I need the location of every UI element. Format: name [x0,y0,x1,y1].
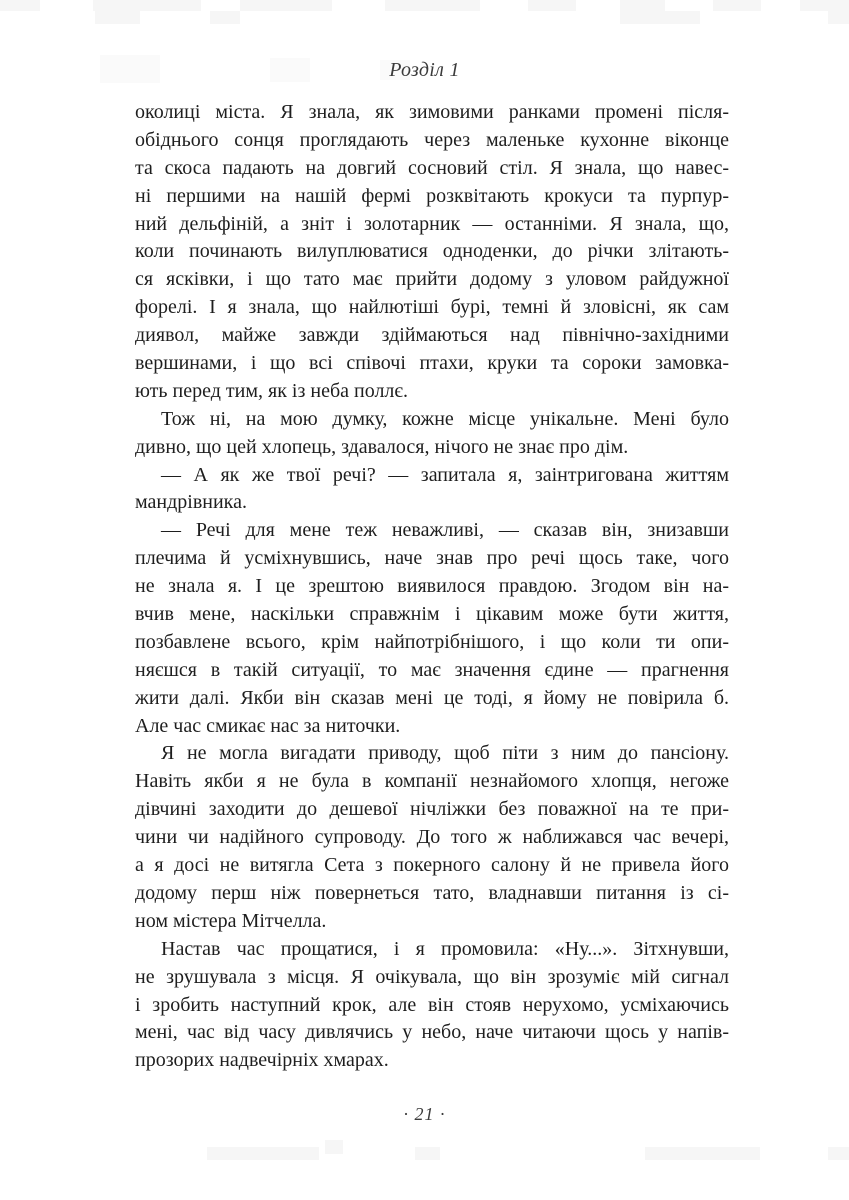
body-text [135,99,729,1075]
text-line: диявол, майже завжди здіймаються над північно-західними [135,324,729,347]
text-line: ном містера Мітчелла. [135,909,327,932]
text-line: обіднього сонця проглядають через маленьке кухонне віконце [135,128,729,151]
text-line: додому перш ніж повернеться тато, владнавши питання із сі- [135,881,729,904]
text-line: — А як же твої речі? — запитала я, заінтригована життям [161,463,729,486]
scan-artifact [620,0,665,11]
text-line: Тож ні, на мою думку, кожне місце унікальне. Мені було [161,407,729,430]
text-line: ний дельфіній, а зніт і золотарник — останніми. Я знала, що, [135,212,729,235]
text-line: ють перед тим, як із неба поллє. [135,379,408,402]
text-line: ся ясківки, і що тато має прийти додому з уловом райдужної [135,268,729,291]
text-line: мандрівника. [135,491,247,514]
scan-artifact [207,1147,319,1160]
text-line: коли починають вилуплюватися одноденки, до річки злітають- [135,240,729,263]
page-number: · 21 · [403,1104,446,1124]
text-line: та скоса падають на довгий сосновий стіл. Я знала, що навес- [135,156,729,179]
scan-artifact [620,11,700,24]
scan-artifact [828,1147,849,1160]
text-line: мені, час від часу дивлячись у небо, наче читаючи щось у напів- [135,1021,729,1044]
text-line: позбавлене всього, крім найпотрібнішого, і що коли ти опи- [135,630,729,653]
text-line: форелі. І я знала, що найлютіші бурі, темні й зловісні, як сам [135,296,729,319]
text-line: дівчині заходити до дешевої нічліжки без поважної на те при- [135,798,729,821]
text-line: — Речі для мене теж неважливі, — сказав він, знизавши [161,519,729,542]
text-line: дивно, що цей хлопець, здавалося, нічого не знає про дім. [135,435,629,458]
text-line: Я не могла вигадати приводу, щоб піти з ним до пансіону. [161,742,729,765]
text-line: Навіть якби я не була в компанії незнайомого хлопця, негоже [135,770,729,793]
scan-artifact [528,0,576,11]
text-line: а я досі не витягла Сета з покерного салону й не привела його [135,854,729,877]
text-line: не знала я. І це зрештою виявилося правдою. Згодом він на- [135,575,729,598]
scan-artifact [800,0,849,11]
scan-artifact [713,0,761,11]
scan-artifact [645,1147,760,1160]
scan-artifact [95,11,140,24]
text-line: вчив мене, наскільки справжнім і цікавим може бути життя, [135,603,729,626]
text-line: жити далі. Якби він сказав мені це тоді, я йому не повірила б. [135,686,729,709]
text-line: вершинами, і що всі співочі птахи, круки та сороки замовка- [135,352,729,375]
text-line: Але час смикає нас за ниточки. [135,714,401,737]
scan-artifact [415,1147,440,1160]
scan-artifact [210,11,240,24]
text-line: чини чи надійного супроводу. До того ж наближався час вечері, [135,826,729,849]
scan-artifact [93,0,201,11]
text-line: плечима й усміхнувшись, наче знав про речі щось таке, чого [135,547,729,570]
text-line: прозорих надвечірніх хмарах. [135,1049,389,1072]
scan-artifact [0,0,40,11]
scan-artifact [240,0,332,11]
text-line: Настав час прощатися, і я промовила: «Ну...». Зітхнувши, [161,937,729,960]
text-line: околиці міста. Я знала, як зимовими ранками промені після- [135,101,729,123]
text-line: і зробить наступний крок, але він стояв нерухомо, усміхаючись [135,993,729,1016]
scan-artifact [325,1140,343,1154]
text-line: ні першими на нашій фермі розквітають крокуси та пурпур- [135,184,729,207]
scan-artifact [828,11,849,24]
scan-artifact [385,0,480,11]
text-line: няєшся в такій ситуації, то має значення єдине — прагнення [135,658,729,681]
text-line: не зрушувала з місця. Я очікувала, що він зрозуміє мій сигнал [135,965,729,988]
chapter-header: Розділ 1 [389,59,460,81]
